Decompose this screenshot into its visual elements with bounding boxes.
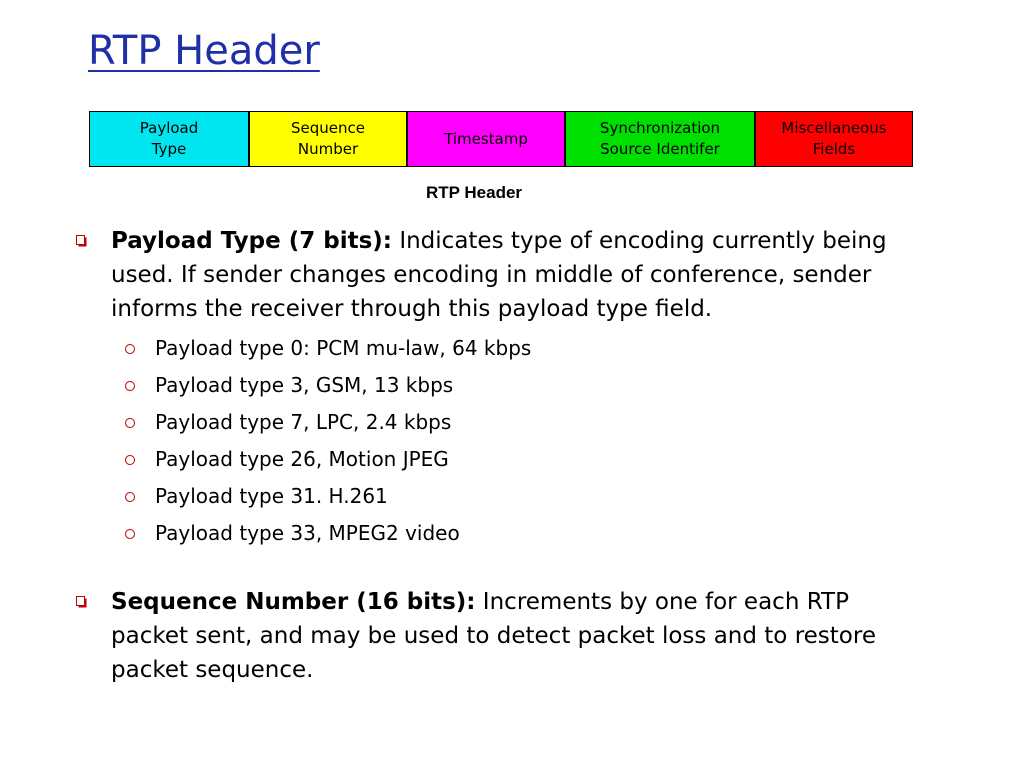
list-item-text: Payload type 26, Motion JPEG — [155, 447, 449, 471]
circle-bullet-icon — [125, 529, 135, 539]
list-item-text: Payload type 0: PCM mu-law, 64 kbps — [155, 336, 532, 360]
slide-title: RTP Header — [88, 28, 320, 74]
bullet-sequence-number — [0, 585, 921, 687]
list-item — [0, 404, 1024, 441]
list-item — [0, 367, 1024, 404]
list-item — [0, 478, 1024, 515]
field-ssrc: Synchronization Source Identifer — [566, 112, 756, 166]
circle-bullet-icon — [125, 344, 135, 354]
circle-bullet-icon — [125, 418, 135, 428]
list-item-text: Payload type 7, LPC, 2.4 kbps — [155, 410, 452, 434]
list-item-text: Payload type 33, MPEG2 video — [155, 521, 460, 545]
field-sequence-number: Sequence Number — [250, 112, 408, 166]
circle-bullet-icon — [125, 381, 135, 391]
field-payload-type: Payload Type — [90, 112, 250, 166]
slide-content — [0, 224, 1024, 687]
rtp-header-diagram — [89, 111, 913, 167]
payload-type-list — [0, 330, 1024, 552]
list-item — [0, 330, 1024, 367]
list-item-text: Payload type 31. H.261 — [155, 484, 388, 508]
bullet-payload-type — [0, 224, 921, 326]
list-item — [0, 515, 1024, 552]
field-timestamp: Timestamp — [408, 112, 566, 166]
list-item — [0, 441, 1024, 478]
bullet-lead: Sequence Number (16 bits): — [111, 589, 476, 615]
bullet-lead: Payload Type (7 bits): — [111, 228, 393, 254]
square-bullet-icon — [76, 235, 85, 245]
bullet-text: Increments by one for each RTP packet sent, and may be used to detect packet loss and to restore packet sequence. — [111, 589, 876, 683]
list-item-text: Payload type 3, GSM, 13 kbps — [155, 373, 454, 397]
bullet-text: Indicates type of encoding currently being used. If sender changes encoding in middle of conference, sender informs the receiver through this payload type field. — [111, 228, 887, 322]
circle-bullet-icon — [125, 492, 135, 502]
circle-bullet-icon — [125, 455, 135, 465]
field-misc: Miscellaneous Fields — [756, 112, 912, 166]
diagram-caption: RTP Header — [425, 183, 523, 202]
square-bullet-icon — [76, 596, 85, 606]
